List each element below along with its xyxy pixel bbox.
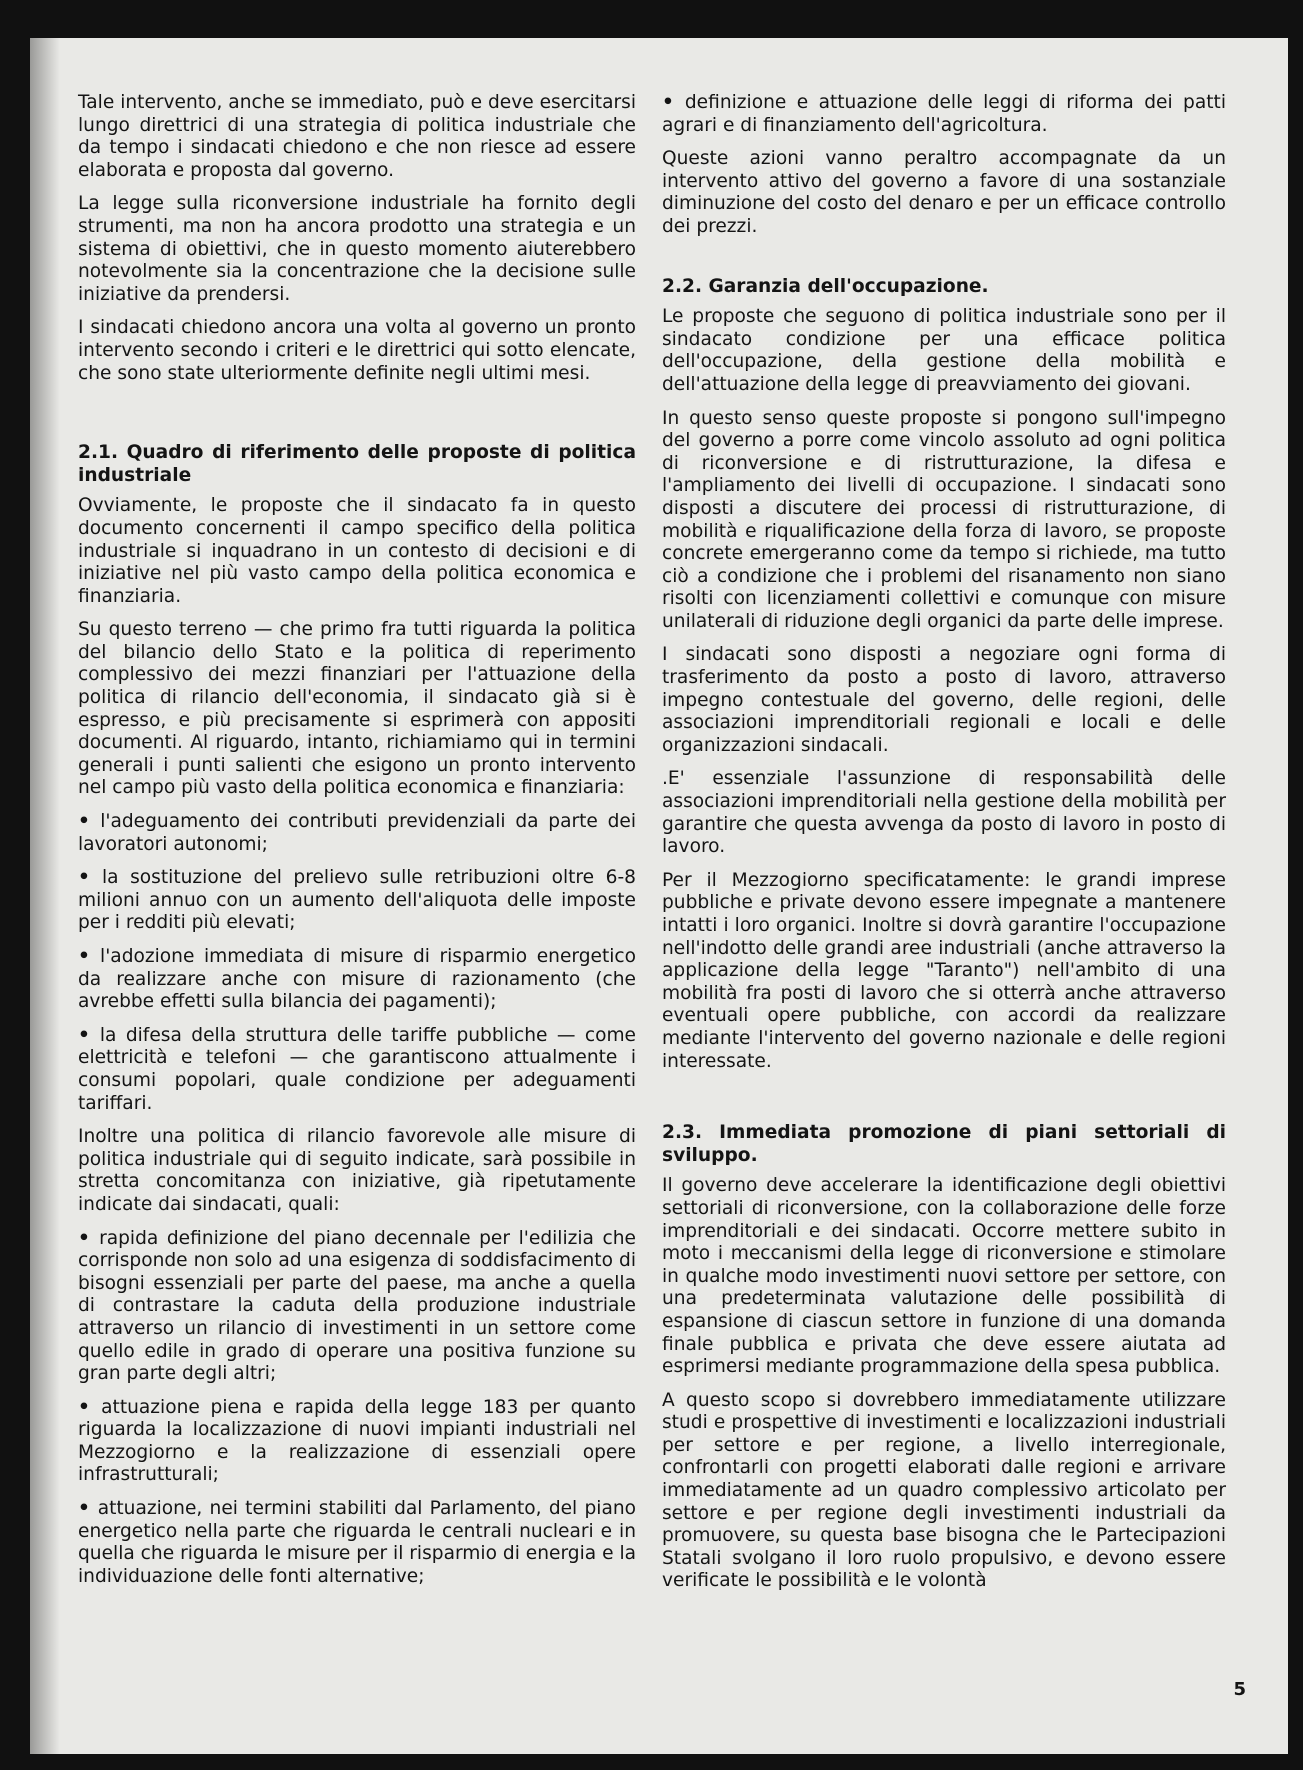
list-item: • definizione e attuazione delle leggi di riforma dei patti agrari e di finanziamento dell'agricoltura. <box>662 92 1226 137</box>
list-item: • rapida definizione del piano decennale per l'edilizia che corrisponde non solo ad una esigenza di soddisfacimento di bisogni essenziali per parte del paese, ma anche a quella di contrastare la caduta della produzione industriale attraverso un rilancio di investimenti in un settore come quello edile in grado di operare una positiva funzione su gran parte degli altri; <box>78 1228 636 1386</box>
bullet-list <box>662 92 1226 137</box>
paragraph: Tale intervento, anche se immediato, può e deve esercitarsi lungo direttrici di una strategia di politica industriale che da tempo i sindacati chiedono e che non riesce ad essere elaborata e proposta dal governo. <box>78 92 636 181</box>
list-item: • la sostituzione del prelievo sulle retribuzioni oltre 6-8 milioni annuo con un aumento dell'aliquota delle imposte per i redditi più elevati; <box>78 867 636 935</box>
paragraph: .E' essenziale l'assunzione di responsabilità delle associazioni imprenditoriali nella gestione della mobilità per garantire che questa avvenga da posto di lavoro in posto di lavoro. <box>662 768 1226 858</box>
right-column <box>662 92 1226 1604</box>
paragraph: Queste azioni vanno peraltro accompagnate da un intervento attivo del governo a favore di una sostanziale diminuzione del costo del denaro e per un efficace controllo dei prezzi. <box>662 148 1226 237</box>
list-item: • attuazione piena e rapida della legge 183 per quanto riguarda la localizzazione di nuovi impianti industriali nel Mezzogiorno e la realizzazione di essenziali opere infrastrutturali; <box>78 1397 636 1487</box>
section-heading-2-1: 2.1. Quadro di riferimento delle proposte di politica industriale <box>78 442 636 486</box>
paragraph: Ovviamente, le proposte che il sindacato fa in questo documento concernenti il campo specifico della politica industriale si inquadrano in un contesto di decisioni e di iniziative nel più vasto campo della politica economica e finanziaria. <box>78 495 636 607</box>
bullet-list <box>78 811 636 1115</box>
bullet-list <box>78 1228 636 1589</box>
list-item: • attuazione, nei termini stabiliti dal Parlamento, del piano energetico nella parte che riguarda le centrali nucleari e in quella che riguarda le misure per il risparmio di energia e la individuazione delle fonti alternative; <box>78 1498 636 1588</box>
left-column <box>78 92 636 1599</box>
section-heading-2-3: 2.3. Immediata promozione di piani settoriali di sviluppo. <box>662 1122 1226 1166</box>
list-item: • l'adeguamento dei contributi previdenziali da parte dei lavoratori autonomi; <box>78 811 636 856</box>
document-page <box>30 38 1288 1754</box>
paragraph: La legge sulla riconversione industriale ha fornito degli strumenti, ma non ha ancora prodotto una strategia e un sistema di obiettivi, che in questo momento aiuterebbero notevolmente sia la concentrazione che la decisione sulle iniziative da prendersi. <box>78 193 636 305</box>
paragraph: Inoltre una politica di rilancio favorevole alle misure di politica industriale qui di seguito indicate, sarà possibile in stretta concomitanza con iniziative, già ripetutamente indicate dai sindacati, quali: <box>78 1126 636 1215</box>
paragraph: A questo scopo si dovrebbero immediatamente utilizzare studi e prospettive di investimenti e localizzazioni industriali per settore e per regione, a livello interregionale, confrontarli con progetti elaborati dalle regioni e arrivare immediatamente ad un quadro complessivo articolato per settore e per regione degli investimenti industriali da promuovere, su questa base bisogna che le Partecipazioni Statali svolgano il loro ruolo propulsivo, e devono essere verificate le possibilità e le volontà <box>662 1389 1226 1592</box>
section-heading-2-2: 2.2. Garanzia dell'occupazione. <box>662 275 989 297</box>
paragraph: I sindacati sono disposti a negoziare ogni forma di trasferimento da posto a posto di lavoro, attraverso impegno contestuale del governo, delle regioni, delle associazioni imprenditoriali regionali e locali e delle organizzazioni sindacali. <box>662 644 1226 756</box>
paragraph: Per il Mezzogiorno specificatamente: le grandi imprese pubbliche e private devono essere impegnate a mantenere intatti i loro organici. Inoltre si dovrà garantire l'occupazione nell'indotto delle grandi aree industriali (anche attraverso la applicazione della legge "Taranto") nell'ambito di una mobilità fra posti di lavoro che si otterrà anche attraverso eventuali opere pubbliche, con accordi da realizzare mediante l'intervento del governo nazionale e delle regioni interessate. <box>662 869 1226 1072</box>
page-number: 5 <box>1233 1679 1246 1700</box>
paragraph: Il governo deve accelerare la identificazione degli obiettivi settoriali di riconversione, con la collaborazione delle forze imprenditoriali e dei sindacati. Occorre mettere subito in moto i meccanismi della legge di riconversione e stimolare in qualche modo investimenti nuovi settore per settore, con una predeterminata valutazione delle possibilità di espansione di ciascun settore in funzione di una domanda finale pubblica e privata che deve essere aiutata ad esprimersi mediante programmazione della spesa pubblica. <box>662 1175 1226 1378</box>
paragraph: Su questo terreno — che primo fra tutti riguarda la politica del bilancio dello Stato e la politica di reperimento complessivo dei mezzi finanziari per l'attuazione della politica di rilancio dell'economia, il sindacato già si è espresso, e più precisamente si esprimerà con appositi documenti. Al riguardo, intanto, richiamiamo qui in termini generali i punti salienti che esigono un pronto intervento nel campo più vasto della politica economica e finanziaria: <box>78 619 636 799</box>
list-item: • la difesa della struttura delle tariffe pubbliche — come elettricità e telefoni — che garantiscono attualmente i consumi popolari, quale condizione per adeguamenti tariffari. <box>78 1025 636 1115</box>
paragraph: I sindacati chiedono ancora una volta al governo un pronto intervento secondo i criteri e le direttrici qui sotto elencate, che sono state ulteriormente definite negli ultimi mesi. <box>78 317 636 384</box>
list-item: • l'adozione immediata di misure di risparmio energetico da realizzare anche con misure di razionamento (che avrebbe effetti sulla bilancia dei pagamenti); <box>78 946 636 1014</box>
paragraph: In questo senso queste proposte si pongono sull'impegno del governo a porre come vincolo assoluto ad ogni politica di riconversione e di ristrutturazione, la difesa e l'ampliamento dei livelli di occupazione. I sindacati sono disposti a discutere dei processi di ristrutturazione, di mobilità e riqualificazione della forza di lavoro, se proposte concrete emergeranno come da tempo si richiede, ma tutto ciò a condizione che i problemi del risanamento non siano risolti con licenziamenti collettivi e comunque con misure unilaterali di riduzione degli organici da parte delle imprese. <box>662 407 1226 632</box>
paragraph: Le proposte che seguono di politica industriale sono per il sindacato condizione per una efficace politica dell'occupazione, della gestione della mobilità e dell'attuazione della legge di preavviamento dei giovani. <box>662 306 1226 395</box>
